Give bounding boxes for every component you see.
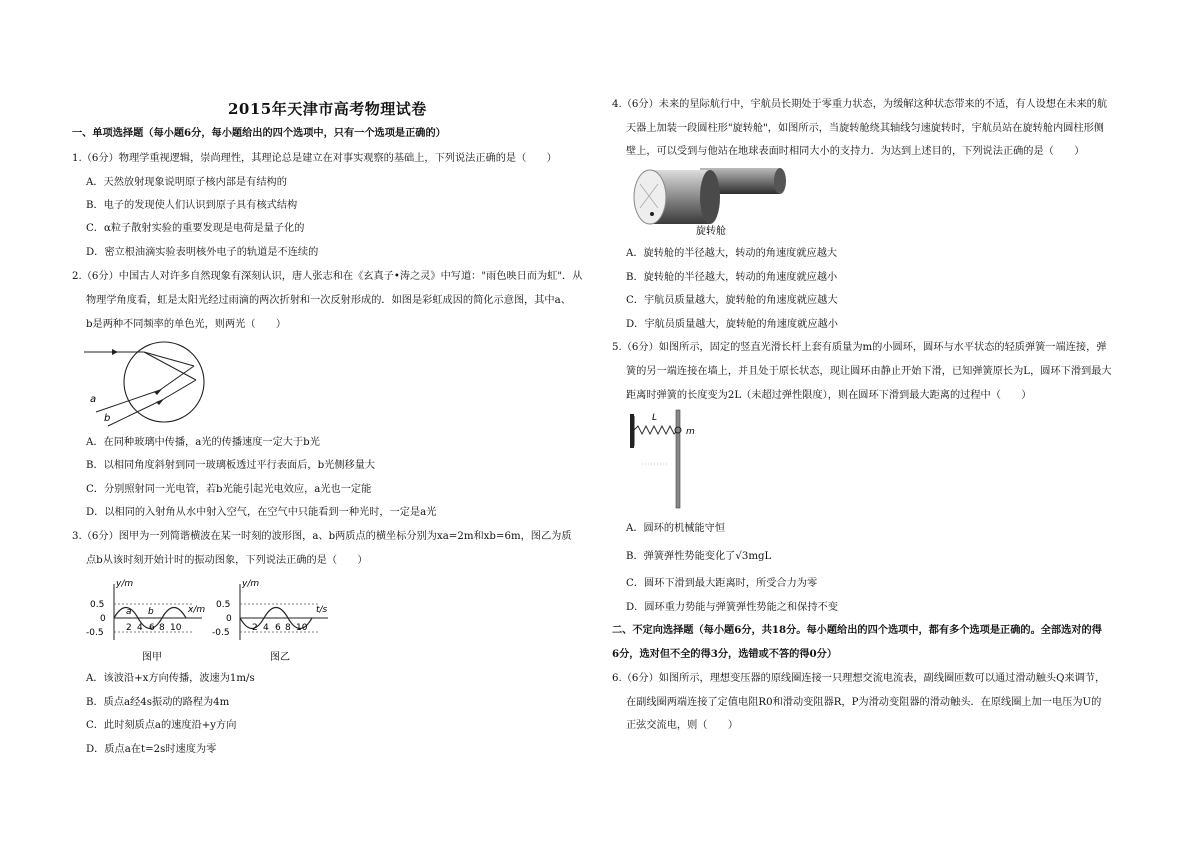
- q3-option-a: A．该波沿+x方向传播，波速为1m/s: [86, 673, 255, 684]
- q5-option-b: B．弹簧弹性势能变化了√3mgL: [626, 551, 772, 562]
- q3-stem-line-1: 3.（6分）图甲为一列简谐横波在某一时刻的波形图，a、b两质点的横坐标分别为xa=2m和xb=6m，图乙为质: [72, 531, 572, 542]
- svg-text:b: b: [148, 607, 154, 617]
- cabin-label: 旋转舱: [696, 226, 726, 237]
- q3-stem-line-2: 点b从该时刻开始计时的振动图象，下列说法正确的是（ ）: [86, 555, 368, 566]
- q4-stem-line-2: 天器上加装一段圆柱形"旋转舱"，如图所示，当旋转舱绕其轴线匀速旋转时，宇航员站在旋转舱内圆柱形侧: [626, 123, 1104, 134]
- q5-option-c: C．圆环下滑到最大距离时，所受合力为零: [626, 578, 818, 589]
- svg-text:-0.5: -0.5: [212, 628, 230, 638]
- q1-option-c: C．α粒子散射实验的重要发现是电荷是量子化的: [86, 223, 305, 234]
- q3-option-b: B．质点a经4s振动的路程为4m: [86, 697, 230, 708]
- svg-text:10: 10: [296, 623, 308, 633]
- spring-ring-figure: [628, 406, 718, 512]
- svg-text:m: m: [686, 427, 695, 437]
- svg-text:-0.5: -0.5: [86, 628, 104, 638]
- q2-option-a: A．在同种玻璃中传播，a光的传播速度一定大于b光: [86, 437, 320, 448]
- rainbow-raindrop-figure: [82, 340, 222, 430]
- wave-figure-jia: [82, 574, 212, 666]
- q6-stem-line-1: 6.（6分）如图所示，理想变压器的原线圈连接一只理想交流电流表，副线圈匝数可以通过滑动触头Q来调节，: [612, 673, 1106, 684]
- svg-text:y/m: y/m: [242, 579, 260, 589]
- q4-stem-line-1: 4.（6分）未来的星际航行中，宇航员长期处于零重力状态，为缓解这种状态带来的不适，有人设想在未来的航: [612, 99, 1108, 110]
- q4-option-d: D．宇航员质量越大，旋转舱的角速度就应越小: [626, 319, 838, 330]
- label-a: a: [90, 394, 97, 405]
- svg-text:x/m: x/m: [188, 605, 206, 615]
- spring: [634, 426, 678, 434]
- q2-stem-line-1: 2.（6分）中国古人对许多自然现象有深刻认识，唐人张志和在《玄真子•涛之灵》中写道："雨色映日而为虹"．从: [72, 271, 583, 282]
- svg-text:0.5: 0.5: [216, 600, 231, 610]
- q2-option-b: B．以相同角度斜射到同一玻璃板透过平行表面后，b光侧移量大: [86, 460, 376, 471]
- wall: [630, 414, 634, 448]
- svg-text:t/s: t/s: [316, 605, 328, 615]
- q2-option-c: C．分别照射同一光电管，若b光能引起光电效应，a光也一定能: [86, 484, 372, 495]
- q4-option-b: B．旋转舱的半径越大，转动的角速度就应越小: [626, 272, 838, 283]
- ray-a: [96, 390, 160, 412]
- q1-option-b: B．电子的发现使人们认识到原子具有核式结构: [86, 200, 298, 211]
- q5-stem-line-3: 距离时弹簧的长度变为2L（未超过弹性限度），则在圆环下滑到最大距离的过程中（ ）: [626, 390, 1032, 401]
- ray-b: [108, 400, 162, 426]
- q4-stem-line-3: 壁上，可以受到与他站在地球表面时相同大小的支持力．为达到上述目的，下列说法正确的是（ ）: [626, 146, 1085, 157]
- svg-text:2: 2: [252, 623, 258, 633]
- vertical-rod: [676, 410, 680, 508]
- q1-option-a: A．天然放射现象说明原子核内部是有结构的: [86, 177, 287, 188]
- q6-stem-line-2: 在副线圈两端连接了定值电阻R0和滑动变阻器R，P为滑动变阻器的滑动触头．在原线圈上加一电压为U的: [626, 697, 1102, 708]
- svg-text:2: 2: [126, 623, 132, 633]
- q5-option-a: A．圆环的机械能守恒: [626, 523, 726, 534]
- svg-text:8: 8: [285, 623, 291, 633]
- svg-text:4: 4: [137, 623, 143, 633]
- q3-option-d: D．质点a在t=2s时速度为零: [86, 744, 217, 755]
- section-2-heading-line-2: 6分，选对但不全的得3分，选错或不答的得0分）: [612, 648, 838, 660]
- q5-stem-line-1: 5.（6分）如图所示，固定的竖直光滑长杆上套有质量为m的小圆环，圆环与水平状态的轻质弹簧一端连接，弹: [612, 342, 1107, 353]
- svg-text:6: 6: [275, 623, 281, 633]
- q5-option-d: D．圆环重力势能与弹簧弹性势能之和保持不变: [626, 602, 838, 613]
- svg-text:10: 10: [170, 623, 182, 633]
- q3-option-c: C．此时刻质点a的速度沿+y方向: [86, 720, 237, 731]
- svg-text:0: 0: [100, 614, 106, 624]
- svg-text:4: 4: [263, 623, 269, 633]
- svg-text:0.5: 0.5: [90, 600, 105, 610]
- svg-text:L: L: [652, 413, 658, 423]
- caption-yi: 图乙: [270, 652, 290, 663]
- q5-stem-line-2: 簧的另一端连接在墙上，并且处于原长状态，现让圆环由静止开始下滑，已知弹簧原长为L，圆环下滑到最大: [626, 366, 1112, 377]
- svg-text:6: 6: [149, 623, 155, 633]
- caption-jia: 图甲: [142, 652, 162, 663]
- svg-text:y/m: y/m: [116, 579, 134, 589]
- rotating-cabin-figure: [630, 162, 790, 238]
- section-1-heading: 一、单项选择题（每小题6分，每小题给出的四个选项中，只有一个选项是正确的）: [72, 127, 446, 139]
- q1-option-d: D．密立根油滴实验表明核外电子的轨道是不连续的: [86, 247, 319, 258]
- q1-stem: 1.（6分）物理学重视逻辑，崇尚理性，其理论总是建立在对事实观察的基础上，下列说法正确的是（ ）: [72, 153, 557, 164]
- label-b: b: [104, 413, 111, 424]
- q4-option-a: A．旋转舱的半径越大，转动的角速度就应越大: [626, 248, 838, 259]
- incident-arrow: [112, 349, 118, 355]
- svg-text:8: 8: [159, 623, 165, 633]
- section-2-heading-line-1: 二、不定向选择题（每小题6分，共18分。每小题给出的四个选项中，都有多个选项是正确的。全部选对的得: [612, 624, 1102, 636]
- svg-text:0: 0: [226, 614, 232, 624]
- svg-text:a: a: [126, 607, 132, 617]
- vibration-figure-yi: [208, 574, 338, 666]
- q2-stem-line-3: b是两种不同频率的单色光，则两光（ ）: [86, 319, 287, 330]
- q4-option-c: C．宇航员质量越大，旋转舱的角速度就应越大: [626, 295, 838, 306]
- page-title: 2015年天津市高考物理试卷: [228, 100, 427, 118]
- q6-stem-line-3: 正弦交流电，则（ ）: [626, 720, 739, 731]
- q2-option-d: D．以相同的入射角从水中射入空气，在空气中只能看到一种光时，一定是a光: [86, 507, 437, 518]
- q2-stem-line-2: 物理学角度看，虹是太阳光经过雨滴的两次折射和一次反射形成的．如图是彩虹成因的简化示意图，其中a、: [86, 295, 571, 306]
